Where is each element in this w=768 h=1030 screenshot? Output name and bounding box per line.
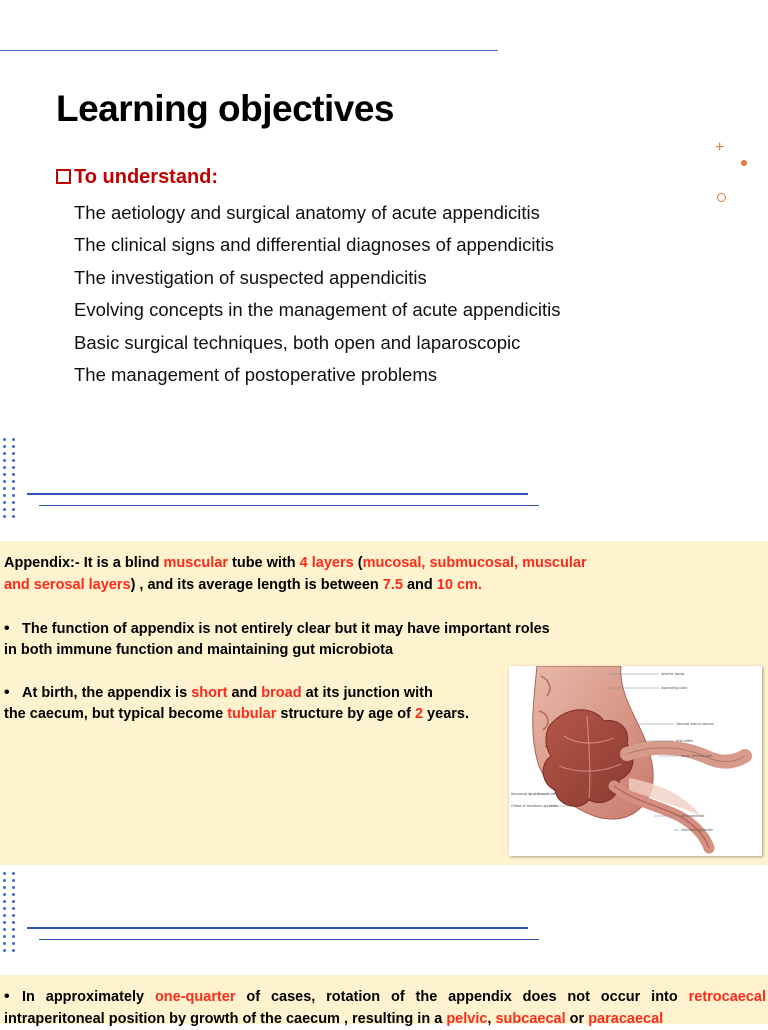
figure-label: Mesoappendix [681,814,705,818]
text-run: of cases, rotation of the appendix does not occur into [235,989,689,1005]
objective-item: The clinical signs and differential diagnoses of appendicitis [74,234,554,256]
text-run: ) , and its average length is between [130,577,383,593]
highlight-text: pelvic [446,1011,488,1027]
figure-label: Ileum, terminal part [681,754,712,758]
text-run: ( [353,555,363,571]
highlight-text: mucosal, submucosal, muscular [362,555,587,571]
text-run: tube with [227,555,300,571]
objective-item: The aetiology and surgical anatomy of acute appendicitis [74,202,540,223]
highlight-text: paracaecal [588,1011,664,1027]
figure-label: Ileocaecal lip of ileocolic valve [511,792,559,796]
figure-label: Orifice of vermiform appendix [511,804,558,808]
text-run: or [565,1011,589,1027]
text-run: Appendix:- It is a blind [4,555,164,571]
highlight-text: 2 [414,706,424,722]
dot-grid-decoration [12,438,26,522]
text-run: and [227,685,262,701]
figure-label: Anterior taenia [661,672,685,676]
bullet-icon: • [4,620,10,637]
text-run: The function of appendix is not entirely clear but it may have important roles [22,621,550,637]
highlight-text: and serosal layers [4,577,131,593]
highlight-text: broad [261,685,302,701]
checkbox-bullet-icon [56,169,71,184]
highlight-text: one-quarter [154,989,236,1005]
text-run: In approximately [22,989,155,1005]
objective-item: The management of postoperative problems [74,364,438,386]
text-run: in both immune function and maintaining gut microbiota [4,642,394,658]
caecum-appendix-drawing [509,666,762,856]
text-run: intraperitoneal position by growth of the caecum , resulting in a [4,1011,447,1027]
bullet-icon: • [4,684,10,701]
objective-item: Basic surgical techniques, both open and laparoscopic [74,331,521,353]
divider-line [27,927,528,929]
text-run: structure by age of [276,706,415,722]
text-run: , [487,1011,496,1027]
highlight-text: 4 layers [299,555,354,571]
highlight-text: retrocaecal [688,989,766,1005]
objectives-heading [56,166,218,189]
objectives-heading-text: To understand: [74,166,219,188]
appendix-definition [4,552,587,596]
text-run: and [402,577,437,593]
dot-decoration-icon [741,160,747,166]
highlight-text: 10 cm. [436,577,482,593]
figure-label: Vermiform appendix [681,828,713,832]
highlight-text: muscular [163,555,228,571]
divider-line [27,493,528,495]
figure-label: Ascending colon [661,686,688,690]
objective-item: The investigation of suspected appendicitis [74,266,427,288]
highlight-text: 7.5 [382,577,403,593]
plus-decoration-icon: + [715,139,725,156]
text-run: years. [423,706,469,722]
objectives-list [74,197,560,391]
caecum-appendix-illustration [509,666,762,856]
top-divider-line [0,50,498,51]
bullet-icon: • [4,988,10,1005]
divider-line [39,505,539,506]
ring-decoration-icon [717,193,726,202]
page-title: Learning objectives [56,88,394,129]
highlight-text: short [191,685,228,701]
figure-label: Vascular fold of caecum [676,722,715,726]
text-run: At birth, the appendix is [22,685,192,701]
highlight-text: subcaecal [495,1011,566,1027]
appendix-function-bullet [4,618,550,661]
appendix-birth-bullet [4,682,469,725]
text-run: the caecum, but typical become [4,706,228,722]
appendix-rotation-bullet [4,986,766,1030]
text-run: at its junction with [301,685,433,701]
figure-label: Ileal orifice [676,739,694,743]
highlight-text: tubular [227,706,277,722]
dot-grid-decoration [12,872,26,956]
divider-line [39,939,539,940]
objective-item: Evolving concepts in the management of acute appendicitis [74,299,561,321]
